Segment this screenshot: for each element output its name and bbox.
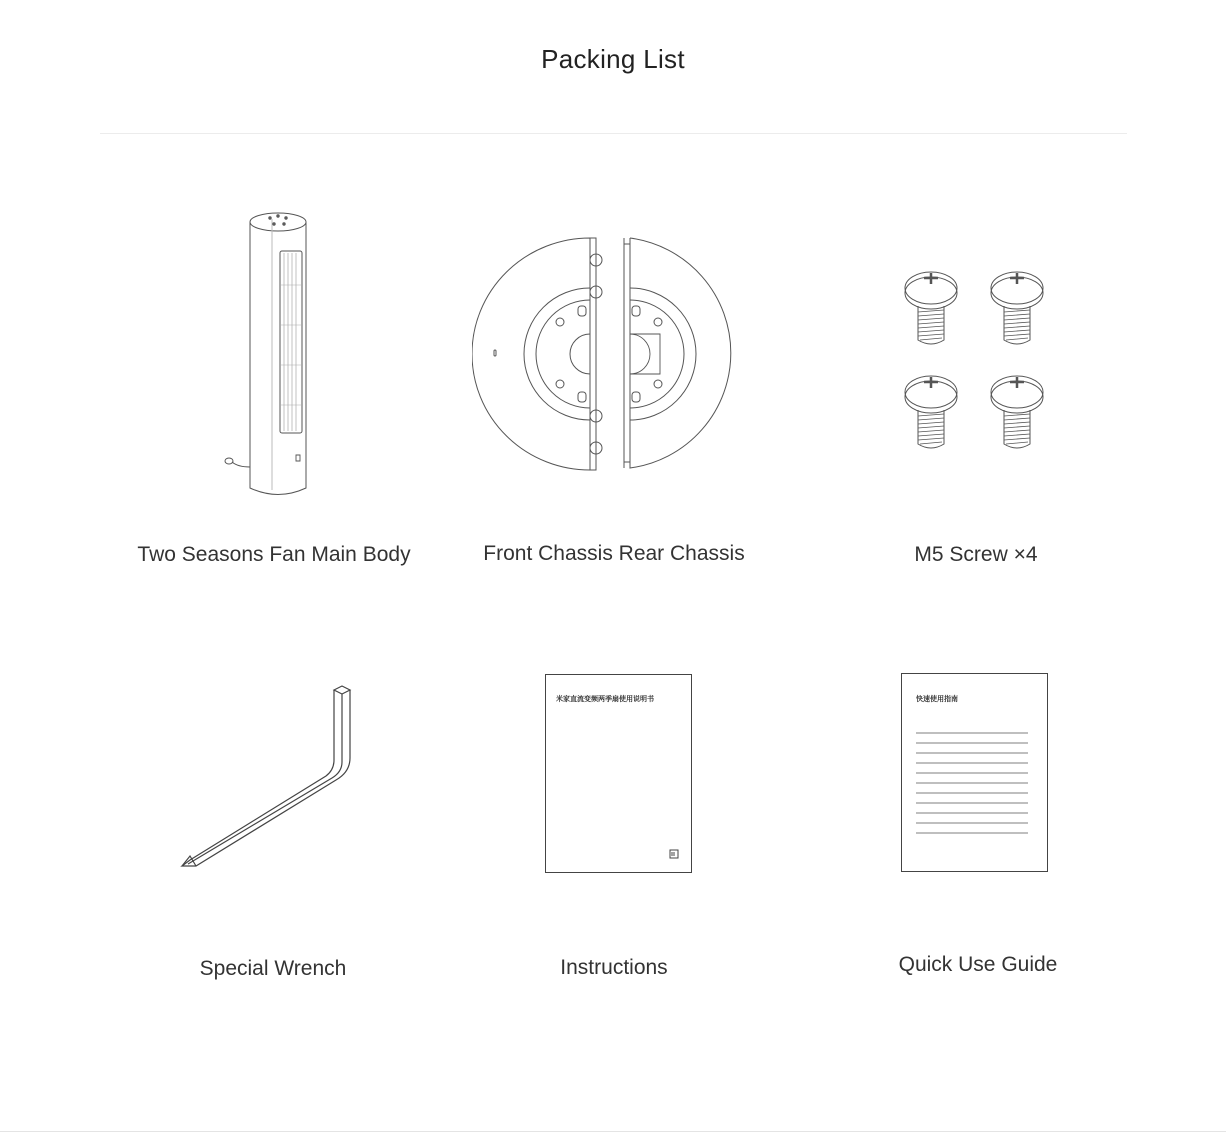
booklet-title-text: 米家直流变频两季扇使用说明书 (556, 696, 654, 703)
guide-title-text: 快速使用指南 (916, 696, 958, 703)
item-label-screws: M5 Screw ×4 (914, 543, 1038, 566)
item-label-main-body: Two Seasons Fan Main Body (137, 543, 411, 566)
page-title: Packing List (541, 44, 685, 74)
item-label-quick-guide: Quick Use Guide (898, 953, 1058, 976)
chassis-icon (472, 234, 748, 472)
guide-text-lines (916, 732, 1030, 844)
item-label-wrench: Special Wrench (199, 957, 347, 980)
screw-icon (900, 264, 1050, 454)
instructions-booklet-icon (545, 674, 692, 873)
item-label-chassis: Front Chassis Rear Chassis (483, 542, 745, 565)
quick-guide-icon (901, 673, 1048, 872)
wrench-icon (176, 684, 356, 870)
tower-fan-icon (214, 205, 334, 500)
item-label-instructions: Instructions (560, 956, 668, 979)
top-divider (100, 133, 1127, 134)
mi-logo-icon (669, 849, 679, 859)
